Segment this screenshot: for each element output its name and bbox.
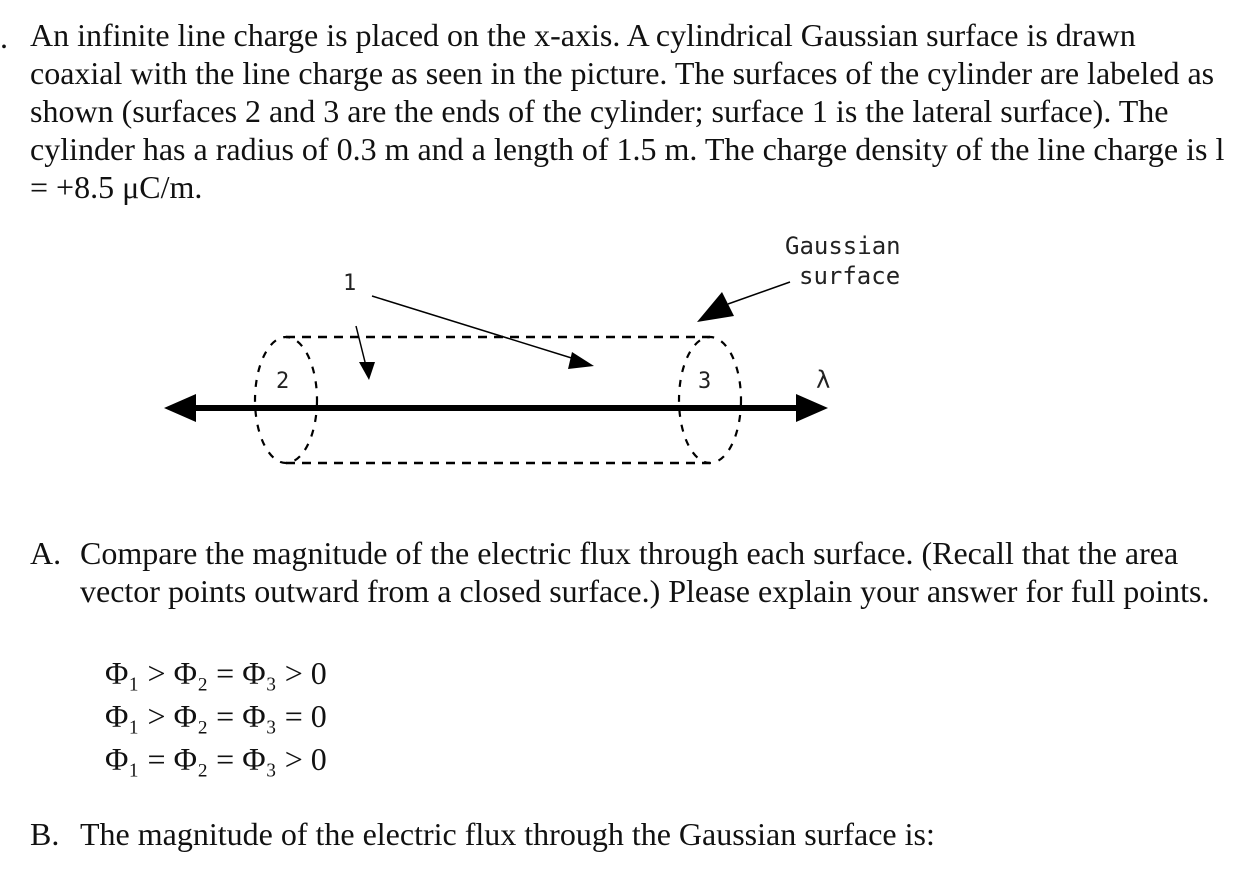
option-2[interactable]: Φ₁ > Φ₂ = Φ₃ = 0 [105,698,327,734]
question-intro: An infinite line charge is placed on the x-axis. A cylindrical Gaussian surface is drawn coaxial with the line charge as seen in the picture. The surfaces of the cylinder are labeled as shown (surfaces 2 and 3 are the ends of the cylinder; surface 1 is the lateral surface). The cylinder has a radius of 0.3 m and a length of 1.5 m. The charge density of the line charge is l = +8.5 μC/m. [30,17,1225,205]
part-b-letter: B. [30,816,60,852]
gaussian-label-line2: surface [799,262,901,290]
left-arrowhead [164,394,196,422]
right-arrowhead [796,394,828,422]
part-b-text: The magnitude of the electric flux through the Gaussian surface is: [80,816,935,852]
gaussian-label-line1: Gaussian [785,232,901,260]
surface-3-label: 3 [698,369,712,394]
part-b [0,815,1242,855]
part-a [0,534,1242,654]
part-a-text: Compare the magnitude of the electric flux through each surface. (Recall that the area vector points outward from a closed surface.) Please explain your answer for full points. [80,535,1210,609]
question-marker: . [0,19,8,55]
pointer-line-1b [372,296,578,360]
end-cap-3 [679,337,741,463]
gaussian-cylinder-diagram [0,220,1242,480]
part-a-letter: A. [30,535,62,571]
surface-2-label: 2 [276,369,290,394]
pointer-head-1a [359,362,375,380]
pointer-head-1b [568,352,594,369]
end-cap-2 [255,337,317,463]
surface-1-label: 1 [343,271,357,296]
pointer-line-1a [356,326,366,366]
option-1[interactable]: Φ₁ > Φ₂ = Φ₃ > 0 [105,655,327,691]
gaussian-pointer-line [728,282,790,304]
gaussian-pointer-head [697,292,734,322]
lambda-label: λ [816,366,831,394]
option-3[interactable]: Φ₁ = Φ₂ = Φ₃ > 0 [105,741,327,777]
